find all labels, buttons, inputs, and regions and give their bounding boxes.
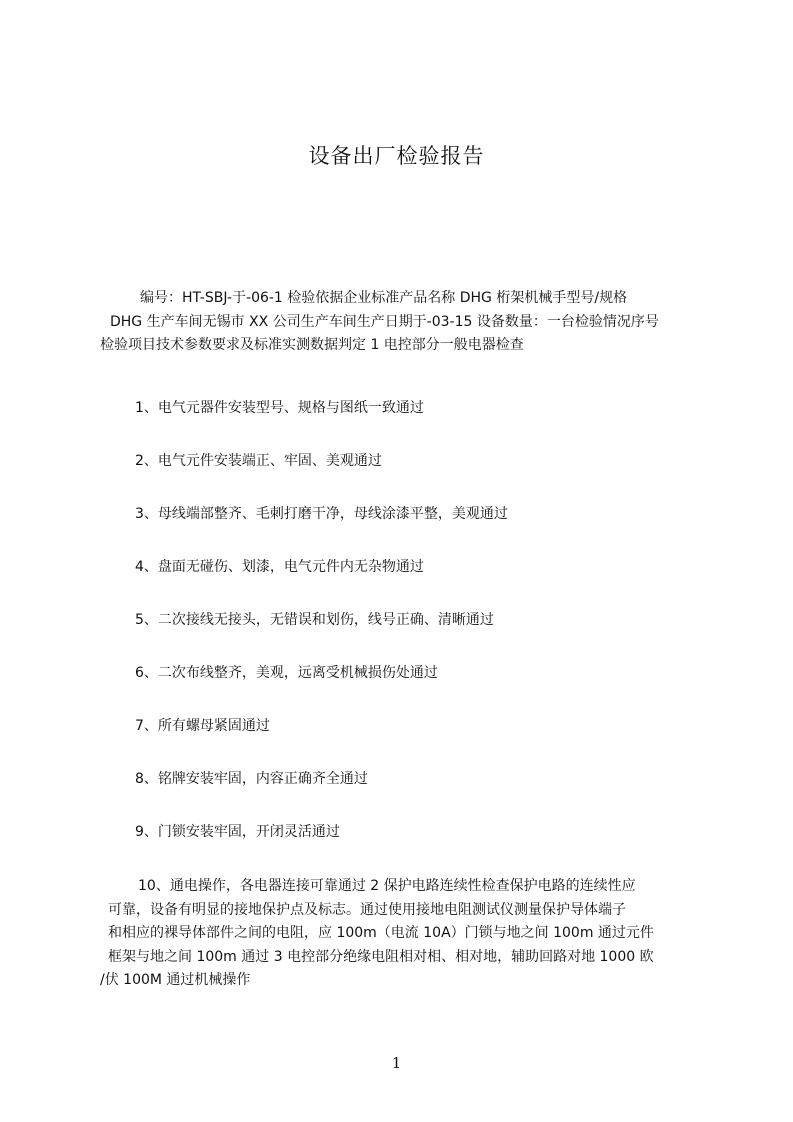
list-item: 4、盘面无碰伤、划漆，电气元件内无杂物通过 — [135, 559, 424, 575]
list-item: 2、电气元件安装端正、牢固、美观通过 — [135, 453, 382, 469]
closing-line-4: 框架与地之间 100m 通过 3 电控部分绝缘电阻相对相、相对地，辅助回路对地 1000 欧 — [108, 948, 654, 965]
closing-line-1: 10、通电操作，各电器连接可靠通过 2 保护电路连续性检查保护电路的连续性应 — [138, 878, 636, 894]
page-number: 1 — [391, 1054, 402, 1072]
list-item: 1、电气元器件安装型号、规格与图纸一致通过 — [135, 400, 424, 416]
list-item: 9、门锁安装牢固，开闭灵活通过 — [135, 824, 340, 840]
list-item: 6、二次布线整齐，美观，远离受机械损伤处通过 — [135, 665, 438, 681]
intro-line-1: 编号：HT-SBJ-于-06-1 检验依据企业标准产品名称 DHG 桁架机械手型号/规格 — [140, 290, 628, 306]
closing-line-2: 可靠，设备有明显的接地保护点及标志。通过使用接地电阻测试仪测量保护导体端子 — [108, 901, 626, 918]
list-item: 7、所有螺母紧固通过 — [135, 718, 270, 734]
list-item: 3、母线端部整齐、毛刺打磨干净，母线涂漆平整，美观通过 — [135, 506, 508, 522]
list-item: 8、铭牌安装牢固，内容正确齐全通过 — [135, 771, 368, 787]
intro-paragraph — [100, 287, 700, 358]
list-item: 5、二次接线无接头，无错误和划伤，线号正确、清晰通过 — [135, 612, 494, 628]
closing-line-3: 和相应的裸导体部件之间的电阻，应 100m（电流 10A）门锁与地之间 100m 通过元件 — [108, 925, 654, 941]
page-title: 设备出厂检验报告 — [308, 144, 485, 168]
intro-line-2: DHG 生产车间无锡市 XX 公司生产车间生产日期于-03-15 设备数量：一台检验情况序号 — [110, 313, 659, 330]
intro-line-3: 检验项目技术参数要求及标准实测数据判定 1 电控部分一般电器检查 — [100, 337, 524, 353]
closing-line-5: /伏 100M 通过机械操作 — [100, 972, 251, 988]
closing-paragraph — [100, 875, 700, 993]
